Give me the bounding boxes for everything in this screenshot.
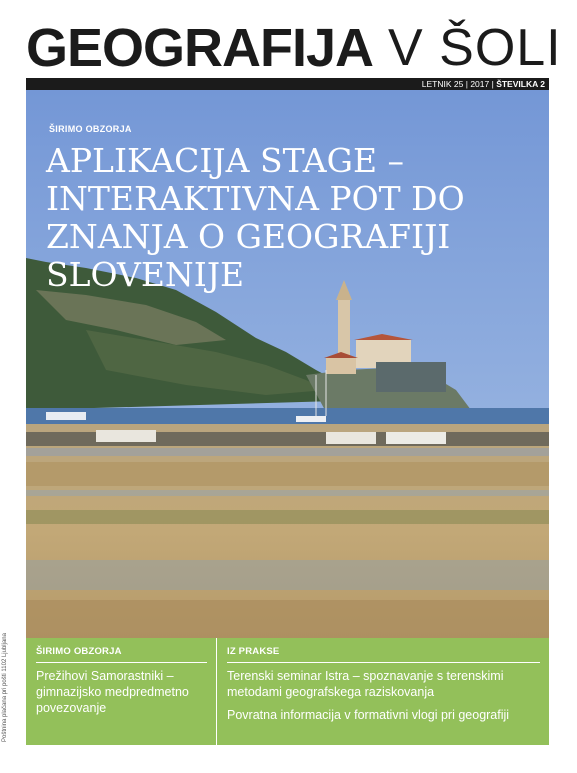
section-label: IZ PRAKSE — [227, 646, 280, 657]
section-siri-obzorja — [26, 638, 215, 745]
divider — [227, 662, 540, 663]
boat — [46, 412, 86, 420]
cover-headline — [46, 142, 546, 294]
cover-kicker: ŠIRIMO OBZORJA — [49, 124, 132, 134]
headline-line: ZNANJA O GEOGRAFIJI — [46, 217, 451, 256]
headline-line: INTERAKTIVNA POT DO — [46, 179, 465, 218]
magazine-title: GEOGRAFIJA — [26, 18, 374, 78]
divider — [36, 662, 207, 663]
magazine-title-suffix: V ŠOLI — [388, 19, 562, 77]
masthead — [26, 18, 562, 78]
town-wall — [376, 362, 446, 392]
headline-line: APLIKACIJA STAGE – — [46, 141, 405, 180]
article-title[interactable]: Terenski seminar Istra – spoznavanje s terenskimi metodami geografskega raziskovanja — [227, 669, 504, 699]
contents-panel — [26, 638, 549, 745]
article-title[interactable]: Prežihovi Samorastniki – gimnazijsko medpredmetno povezovanje — [36, 669, 189, 715]
issue-bar — [26, 78, 549, 90]
pond-reflection — [26, 560, 549, 590]
article-title[interactable]: Povratna informacija v formativni vlogi pri geografiji — [227, 708, 510, 722]
bell-tower — [338, 298, 350, 360]
issue-volume: LETNIK 25 — [421, 79, 464, 89]
issue-number: ŠTEVILKA 2 — [496, 79, 545, 89]
section-iz-prakse — [216, 638, 550, 745]
postage-note: Poštnina plačana pri pošti 1102 Ljubljana — [2, 633, 8, 742]
headline-line: SLOVENIJE — [46, 255, 245, 294]
issue-year: 2017 — [470, 79, 490, 89]
issue-info: LETNIK 25 | 2017 | ŠTEVILKA 2 — [421, 79, 545, 89]
sea — [26, 408, 549, 426]
section-label: ŠIRIMO OBZORJA — [36, 646, 122, 657]
salt-house — [96, 430, 156, 442]
